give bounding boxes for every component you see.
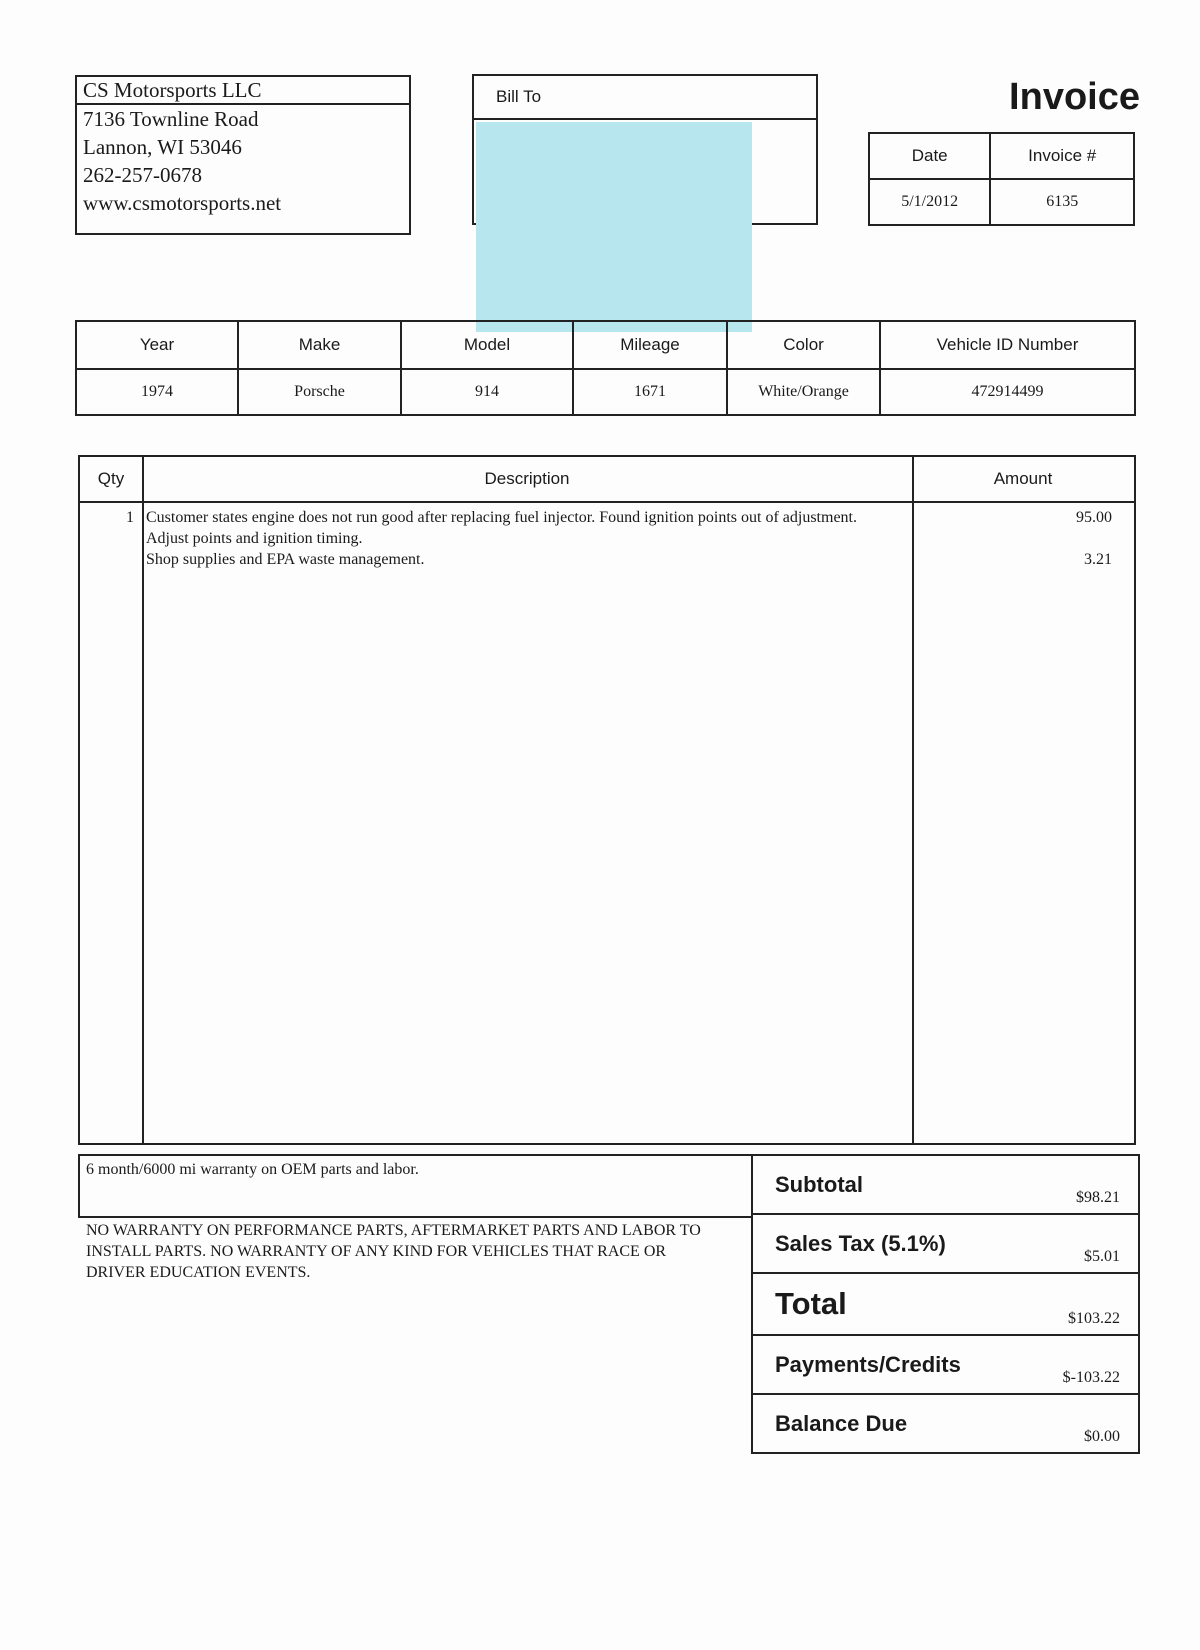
company-name: CS Motorsports LLC	[77, 77, 409, 105]
invoice-number-header: Invoice #	[990, 133, 1134, 179]
total-value: $103.22	[1035, 1273, 1139, 1335]
bill-to-label: Bill To	[474, 76, 816, 120]
header-divider	[80, 501, 1134, 503]
invoice-meta-table	[868, 132, 1135, 226]
invoice-title: Invoice	[1009, 76, 1140, 118]
line-item-amount: 95.00	[1076, 509, 1112, 526]
company-phone: 262-257-0678	[83, 163, 202, 187]
subtotal-label: Subtotal	[752, 1155, 1035, 1214]
qty-header: Qty	[97, 469, 125, 488]
vin-header: Vehicle ID Number	[880, 321, 1135, 369]
vehicle-year: 1974	[76, 369, 238, 415]
make-header: Make	[238, 321, 401, 369]
disclaimer-text: NO WARRANTY ON PERFORMANCE PARTS, AFTERMARKET PARTS AND LABOR TO INSTALL PARTS. NO WARRANTY OF ANY KIND FOR VEHICLES THAT RACE OR DRIVER EDUCATION EVENTS.	[86, 1222, 701, 1281]
payments-label: Payments/Credits	[752, 1335, 1035, 1394]
warranty-note: 6 month/6000 mi warranty on OEM parts and labor.	[78, 1154, 753, 1218]
balance-due-label: Balance Due	[752, 1394, 1035, 1453]
date-header: Date	[869, 133, 990, 179]
company-info-box	[75, 75, 411, 235]
balance-due-value: $0.00	[1035, 1394, 1139, 1453]
model-header: Model	[401, 321, 573, 369]
payments-value: $-103.22	[1035, 1335, 1139, 1394]
mileage-header: Mileage	[573, 321, 727, 369]
subtotal-value: $98.21	[1035, 1155, 1139, 1214]
invoice-date: 5/1/2012	[869, 179, 990, 225]
line-item-amount: 3.21	[1084, 551, 1112, 568]
line-item-qty: 1	[126, 509, 134, 526]
company-website: www.csmotorsports.net	[83, 191, 282, 215]
qty-column	[80, 457, 144, 1143]
invoice-number: 6135	[990, 179, 1134, 225]
line-item-description: Shop supplies and EPA waste management.	[146, 551, 425, 568]
vehicle-model: 914	[401, 369, 573, 415]
vehicle-color: White/Orange	[727, 369, 880, 415]
line-items-table	[78, 455, 1136, 1145]
redaction-sticker	[476, 122, 752, 332]
totals-table	[751, 1154, 1140, 1454]
year-header: Year	[76, 321, 238, 369]
line-item-description: Customer states engine does not run good after replacing fuel injector. Found ignition points out of adjustment. Adjust points and ignition timing.	[146, 509, 857, 547]
vehicle-mileage: 1671	[573, 369, 727, 415]
description-header: Description	[484, 469, 570, 488]
vehicle-make: Porsche	[238, 369, 401, 415]
company-address: 7136 Townline Road	[83, 107, 259, 131]
amount-header: Amount	[993, 469, 1053, 488]
vehicle-table	[75, 320, 1136, 416]
vehicle-vin: 472914499	[880, 369, 1135, 415]
total-label: Total	[752, 1273, 1035, 1335]
sales-tax-value: $5.01	[1035, 1214, 1139, 1273]
sales-tax-label: Sales Tax (5.1%)	[752, 1214, 1035, 1273]
company-city: Lannon, WI 53046	[83, 135, 242, 159]
color-header: Color	[727, 321, 880, 369]
